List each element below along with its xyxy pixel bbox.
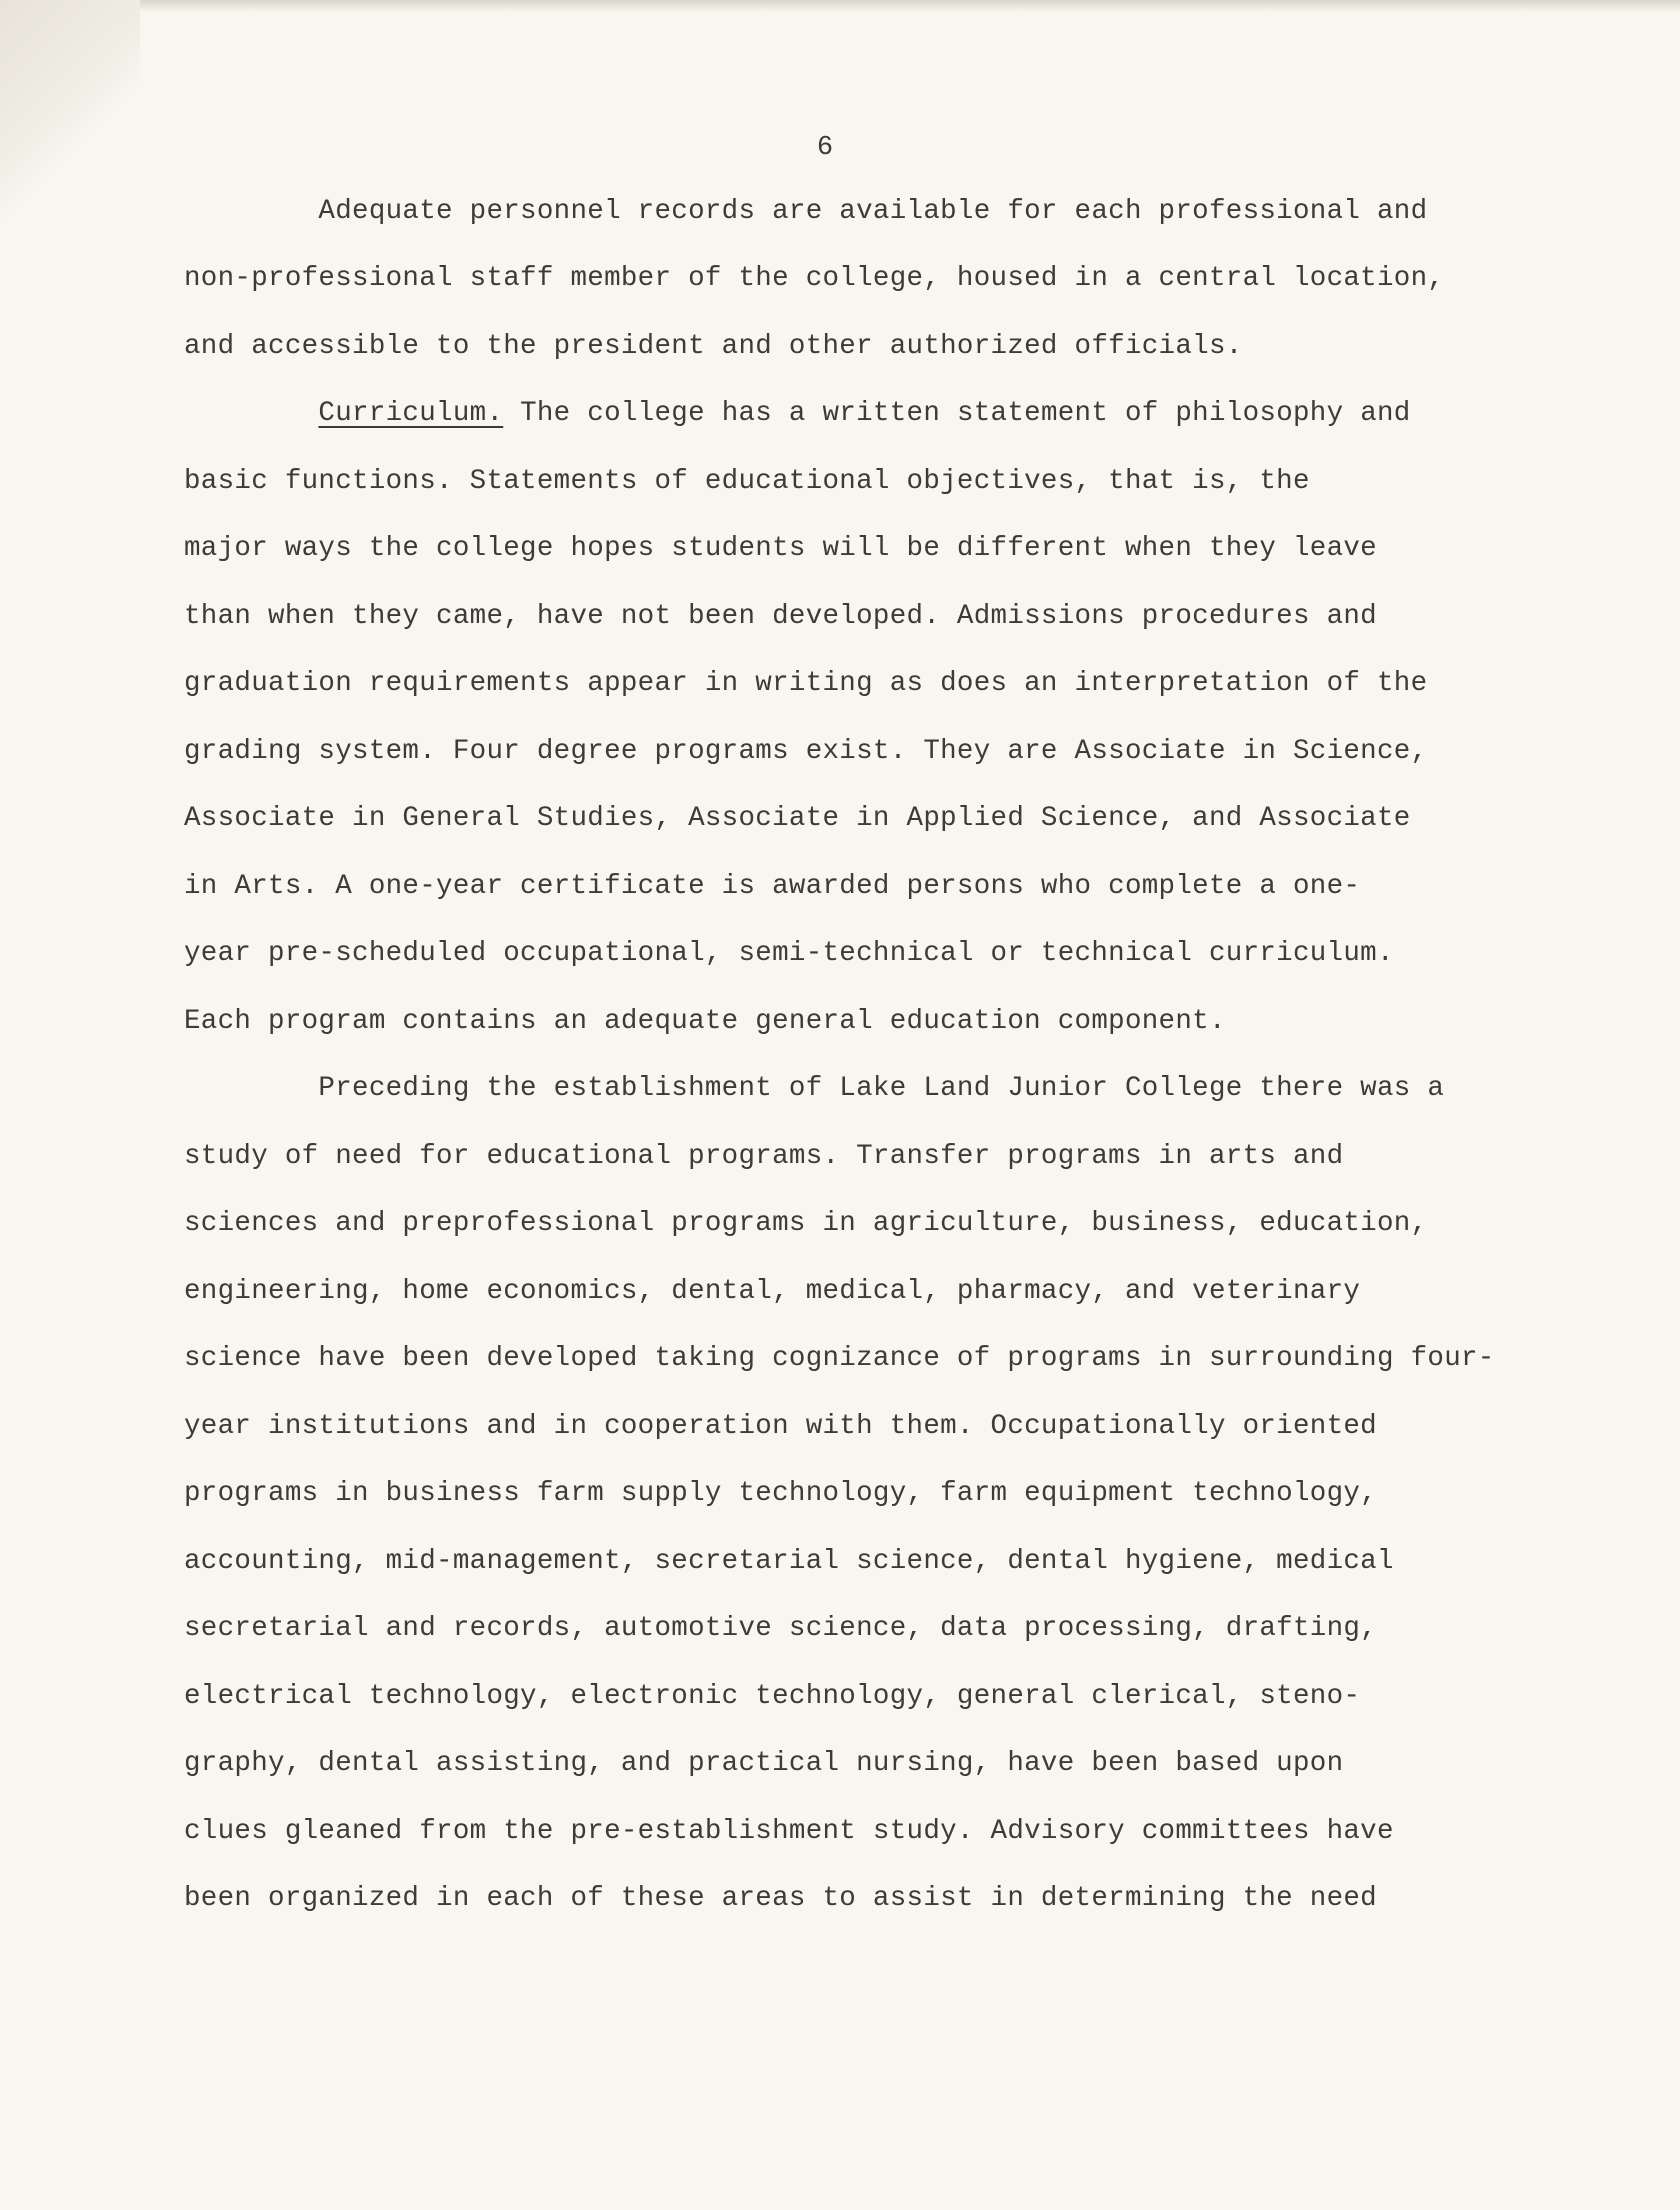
text-line: graphy, dental assisting, and practical nursing, have been based upon — [184, 1748, 1344, 1779]
text-line-curriculum — [184, 398, 1411, 429]
text-line: electrical technology, electronic technology, general clerical, steno- — [184, 1681, 1361, 1712]
page-number: 6 — [816, 133, 834, 163]
text-line: been organized in each of these areas to assist in determining the need — [184, 1883, 1377, 1914]
page-corner-fold — [0, 0, 140, 240]
text-line: than when they came, have not been developed. Admissions procedures and — [184, 601, 1377, 632]
text-line: grading system. Four degree programs exist. They are Associate in Science, — [184, 736, 1428, 767]
page-top-edge — [0, 0, 1680, 12]
text-line: in Arts. A one-year certificate is awarded persons who complete a one- — [184, 871, 1361, 902]
text-line: science have been developed taking cognizance of programs in surrounding four- — [184, 1343, 1495, 1374]
text-line: clues gleaned from the pre-establishment study. Advisory committees have — [184, 1816, 1394, 1847]
text-line: secretarial and records, automotive science, data processing, drafting, — [184, 1613, 1377, 1644]
text-line: year institutions and in cooperation with them. Occupationally oriented — [184, 1411, 1377, 1442]
text-line: graduation requirements appear in writing as does an interpretation of the — [184, 668, 1428, 699]
text-line: sciences and preprofessional programs in agriculture, business, education, — [184, 1208, 1428, 1239]
text-line: basic functions. Statements of educational objectives, that is, the — [184, 466, 1310, 497]
text-line: major ways the college hopes students will be different when they leave — [184, 533, 1377, 564]
text-line: Adequate personnel records are available for each professional and — [184, 196, 1428, 227]
text-line: engineering, home economics, dental, medical, pharmacy, and veterinary — [184, 1276, 1361, 1307]
text-line: study of need for educational programs. Transfer programs in arts and — [184, 1141, 1344, 1172]
text-line: Each program contains an adequate general education component. — [184, 1006, 1226, 1037]
section-heading-curriculum: Curriculum. — [318, 398, 504, 429]
text-line: Preceding the establishment of Lake Land Junior College there was a — [184, 1073, 1445, 1104]
text-line: year pre-scheduled occupational, semi-technical or technical curriculum. — [184, 938, 1394, 969]
curriculum-line-rest: The college has a written statement of philosophy and — [503, 398, 1411, 429]
text-line: Associate in General Studies, Associate in Applied Science, and Associate — [184, 803, 1411, 834]
text-line: accounting, mid-management, secretarial science, dental hygiene, medical — [184, 1546, 1394, 1577]
text-line: non-professional staff member of the college, housed in a central location, — [184, 263, 1445, 294]
text-line: programs in business farm supply technology, farm equipment technology, — [184, 1478, 1377, 1509]
text-line: and accessible to the president and other authorized officials. — [184, 331, 1243, 362]
